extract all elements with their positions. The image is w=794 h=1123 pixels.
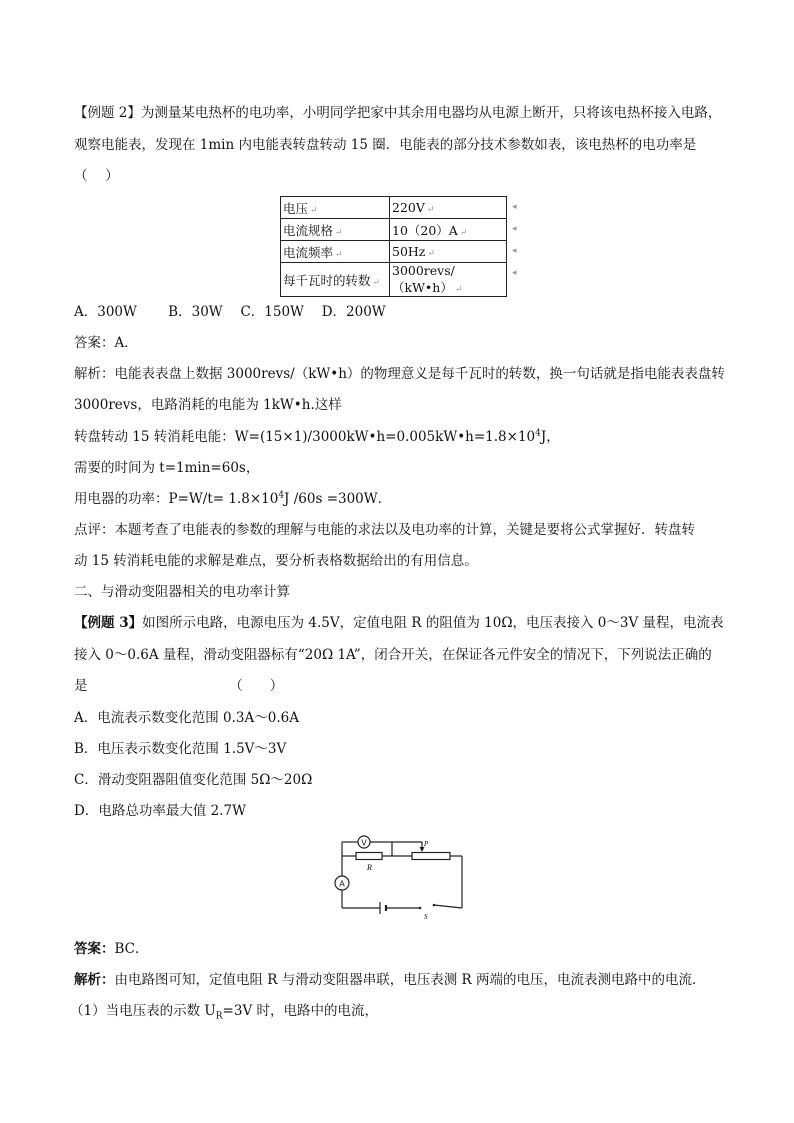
table-cell-key: 电流频率 ↵ [281, 241, 390, 263]
example2-line3: （ ） [74, 168, 119, 184]
row-end-mark: ◂ [512, 224, 517, 234]
example3-analysis: 解析：由电路图可知，定值电阻 R 与滑动变阻器串联，电压表测 R 两端的电压，电流表测电路中的电流． [74, 972, 706, 988]
table-cell-key: 每千瓦时的转数 ↵ [281, 263, 390, 297]
row-end-mark: ◂ [512, 202, 517, 212]
example2-calc-power: 用电器的功率：$P=W/t= 1.8\times 10^4J$ /60s =300W． [74, 490, 392, 507]
switch-icon [433, 904, 436, 907]
example2-line1: 【例题 2】为测量某电热杯的电功率，小明同学把家中其余用电器均从电源上断开，只将该电热杯接入电路， [74, 105, 722, 121]
example3-line2: 接入 0～0.6A 量程，滑动变阻器标有“20Ω 1A”，闭合开关，在保证各元件安全的情况下，下列说法正确的 [74, 647, 712, 663]
example2-comment-line2: 动 15 转消耗电能的求解是难点，要分析表格数据给出的有用信息。 [74, 553, 478, 569]
table-cell-key: 电流规格 ↵ [281, 219, 390, 241]
row-end-mark: ◂ [512, 246, 517, 256]
example3-step1: （1）当电压表的示数 $U_R=3V$ 时，电路中的电流， [70, 1003, 378, 1022]
example3-answer: 答案：BC． [74, 941, 149, 957]
example2-comment-line1: 点评：本题考查了电能表的参数的理解与电能的求法以及电功率的计算，关键是要将公式掌握好．转盘转 [74, 522, 695, 538]
table-cell-value: 10（20）A ↵ [390, 219, 507, 241]
switch-label: S [424, 913, 428, 920]
table-row [281, 241, 507, 263]
option-c: C．滑动变阻器阻值变化范围 5Ω～20Ω [74, 772, 313, 788]
example3-line3: 是 （ ） [74, 678, 284, 694]
table-cell-key: 电压 ↵ [281, 197, 390, 219]
option-d: D．电路总功率最大值 2.7W [74, 803, 246, 819]
ammeter-label: A [339, 879, 345, 889]
meter-params-table [280, 196, 507, 297]
table-row [281, 197, 507, 219]
example2-options: A．300W B．30W C．150W D．200W [74, 304, 386, 320]
circuit-diagram [330, 828, 470, 920]
example2-calc-energy: 转盘转动 15 转消耗电能：$W=(15\times 1)/3000kW•h=0.005kW•h=1.8\times 10^4J$， [74, 428, 560, 445]
section-heading: 二、与滑动变阻器相关的电功率计算 [74, 584, 290, 600]
example2-line2: 观察电能表，发现在 1min 内电能表转盘转动 15 圈．电能表的部分技术参数如表，该电热杯的电功率是 [74, 137, 697, 153]
example3-label: 【例题 3】 [74, 615, 143, 631]
table-cell-value: 50Hz ↵ [390, 241, 507, 263]
table-cell-value: 220V ↵ [390, 197, 507, 219]
table-row [281, 263, 507, 297]
example2-analysis-line1: 解析：电能表表盘上数据 3000revs/（kW•h）的物理意义是每千瓦时的转数，换一句话就是指电能表表盘转 [74, 366, 725, 382]
resistor-label: R [367, 863, 372, 872]
option-a: A．电流表示数变化范围 0.3A～0.6A [74, 710, 299, 726]
table-row [281, 219, 507, 241]
example2-analysis-line2: 3000revs，电路消耗的电能为 1kW•h.这样 [74, 397, 342, 413]
option-b: B．电压表示数变化范围 1.5V～3V [74, 741, 287, 757]
slider-label: P [424, 840, 429, 848]
example3-line1: 【例题 3】如图所示电路，电源电压为 4.5V，定值电阻 R 的阻值为 10Ω，电压表接入 0～3V 量程，电流表 [74, 615, 724, 631]
row-end-mark: ◂ [512, 268, 517, 278]
switch-icon [419, 907, 422, 910]
example2-calc-time: 需要的时间为 t=1min=60s， [74, 460, 260, 476]
example2-answer: 答案：A． [74, 335, 138, 351]
table-cell-value: 3000revs/（kW•h） ↵ [390, 263, 507, 297]
voltmeter-label: V [361, 838, 367, 848]
